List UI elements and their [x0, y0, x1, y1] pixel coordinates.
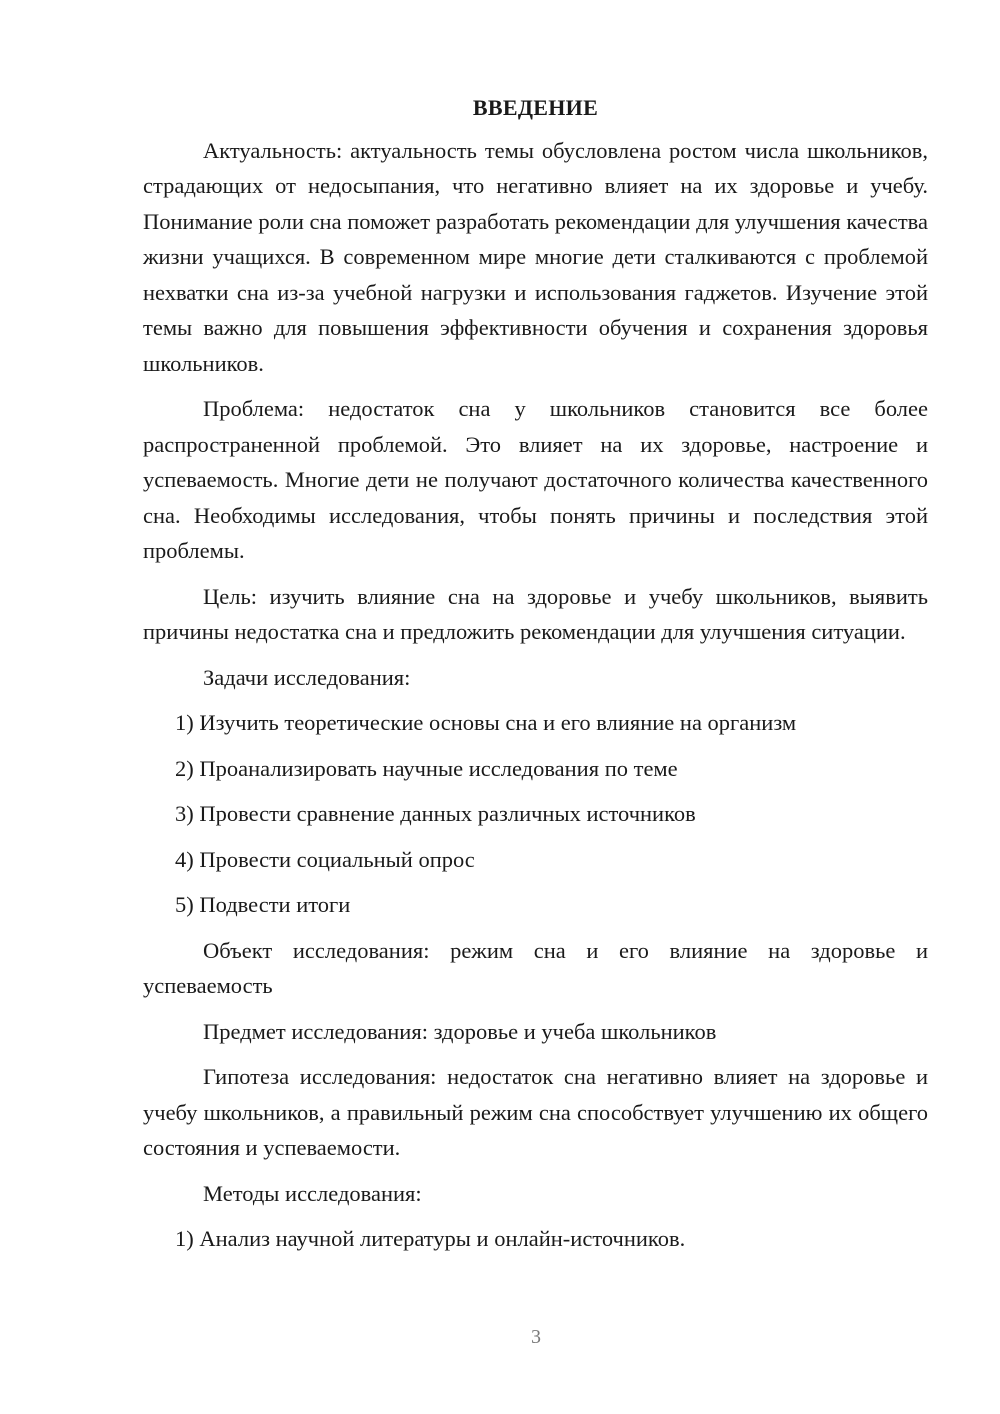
task-item: 4) Провести социальный опрос: [175, 846, 475, 872]
problem-paragraph: Проблема: недостаток сна у школьников становится все более распространенной проблемой. Это влияет на их здоровье, настроение и успеваемость. Многие дети не получают достаточного количества качественного сна. Необходимы исследования, чтобы понять причины и последствия этой проблемы.: [143, 396, 928, 563]
subject-paragraph: Предмет исследования: здоровье и учеба школьников: [203, 1018, 717, 1044]
goal-paragraph: Цель: изучить влияние сна на здоровье и учебу школьников, выявить причины недостатка сна и предложить рекомендации для улучшения ситуации.: [143, 583, 928, 644]
object-paragraph: Объект исследования: режим сна и его влияние на здоровье и успеваемость: [143, 937, 928, 998]
page-number: 3: [531, 1326, 541, 1348]
tasks-heading: Задачи исследования:: [203, 664, 411, 690]
hypothesis-paragraph: Гипотеза исследования: недостаток сна негативно влияет на здоровье и учебу школьников, а правильный режим сна способствует улучшению их общего состояния и успеваемости.: [143, 1064, 928, 1160]
document-page: [143, 90, 928, 1267]
methods-heading: Методы исследования:: [203, 1180, 422, 1206]
relevance-paragraph: Актуальность: актуальность темы обусловлена ростом числа школьников, страдающих от недосыпания, что негативно влияет на их здоровье и учебу. Понимание роли сна поможет разработать рекомендации для улучшения качества жизни учащихся. В современном мире многие дети сталкиваются с проблемой нехватки сна из-за учебной нагрузки и использования гаджетов. Изучение этой темы важно для повышения эффективности обучения и сохранения здоровья школьников.: [143, 137, 928, 376]
task-item: 3) Провести сравнение данных различных источников: [175, 801, 696, 826]
method-item: 1) Анализ научной литературы и онлайн-источников.: [175, 1226, 686, 1251]
task-item: 2) Проанализировать научные исследования по теме: [175, 755, 678, 781]
task-item: 1) Изучить теоретические основы сна и его влияние на организм: [175, 710, 797, 735]
page-title: ВВЕДЕНИЕ: [472, 95, 599, 120]
task-item: 5) Подвести итоги: [175, 892, 351, 917]
